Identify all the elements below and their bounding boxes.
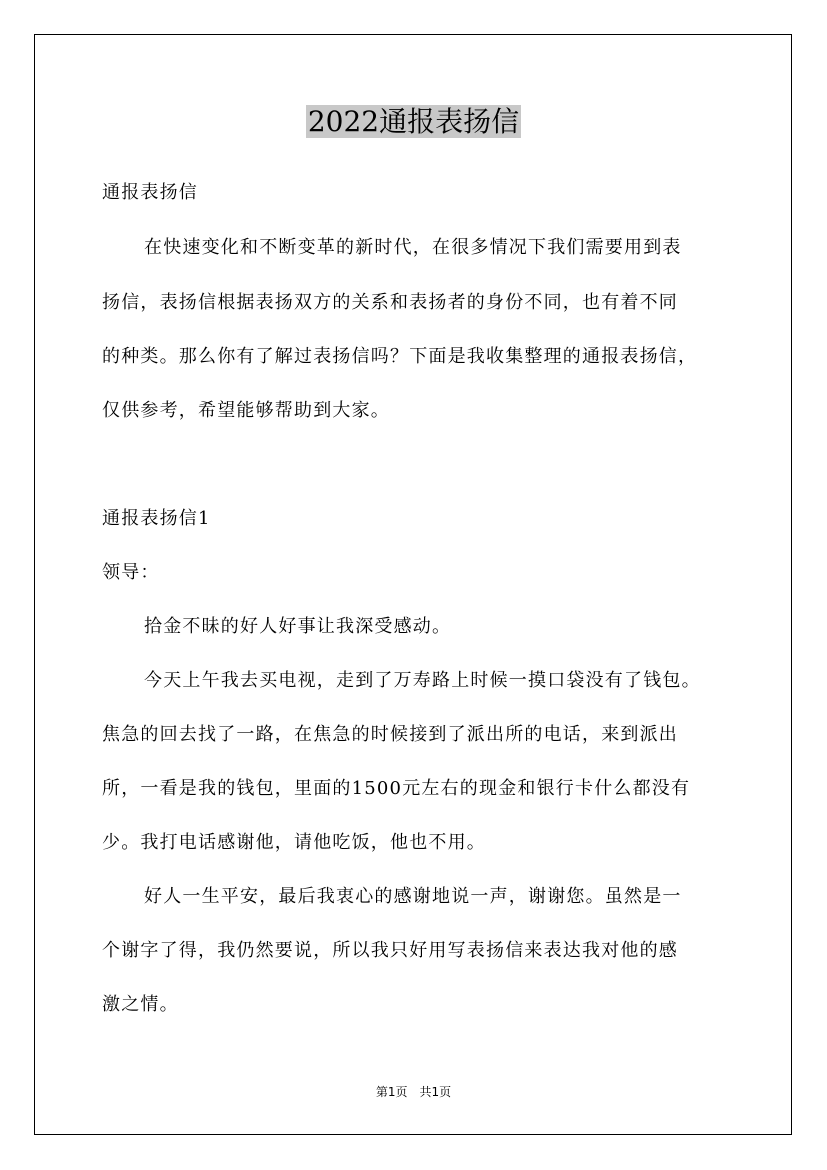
paragraph-line: 焦急的回去找了一路，在焦急的时候接到了派出所的电话，来到派出 — [102, 724, 678, 745]
paragraph-line: 少。我打电话感谢他，请他吃饭，他也不用。 — [102, 832, 486, 853]
paragraph-line: 所，一看是我的钱包，里面的1500元左右的现金和银行卡什么都没有 — [102, 778, 691, 799]
document-title — [0, 104, 827, 140]
intro-line: 在快速变化和不断变革的新时代，在很多情况下我们需要用到表 — [144, 237, 682, 258]
paragraph-line: 好人一生平安，最后我衷心的感谢地说一声，谢谢您。虽然是一 — [144, 886, 682, 907]
section-heading: 通报表扬信1 — [102, 508, 211, 529]
intro-line: 的种类。那么你有了解过表扬信吗？下面是我收集整理的通报表扬信， — [102, 346, 698, 367]
page-number: 第1页 共1页 — [375, 1085, 452, 1099]
paragraph-line: 激之情。 — [102, 994, 179, 1015]
paragraph-line: 个谢字了得，我仍然要说，所以我只好用写表扬信来表达我对他的感 — [102, 940, 678, 961]
page-footer — [0, 1084, 827, 1100]
salutation: 领导： — [102, 562, 160, 583]
document-title-text: 2022通报表扬信 — [307, 105, 520, 138]
paragraph-line: 拾金不昧的好人好事让我深受感动。 — [144, 616, 452, 637]
paragraph-line: 今天上午我去买电视，走到了万寿路上时候一摸口袋没有了钱包。 — [144, 670, 701, 691]
intro-line: 扬信，表扬信根据表扬双方的关系和表扬者的身份不同，也有着不同 — [102, 292, 678, 313]
intro-line: 仅供参考，希望能够帮助到大家。 — [102, 400, 390, 421]
subtitle: 通报表扬信 — [102, 182, 198, 203]
